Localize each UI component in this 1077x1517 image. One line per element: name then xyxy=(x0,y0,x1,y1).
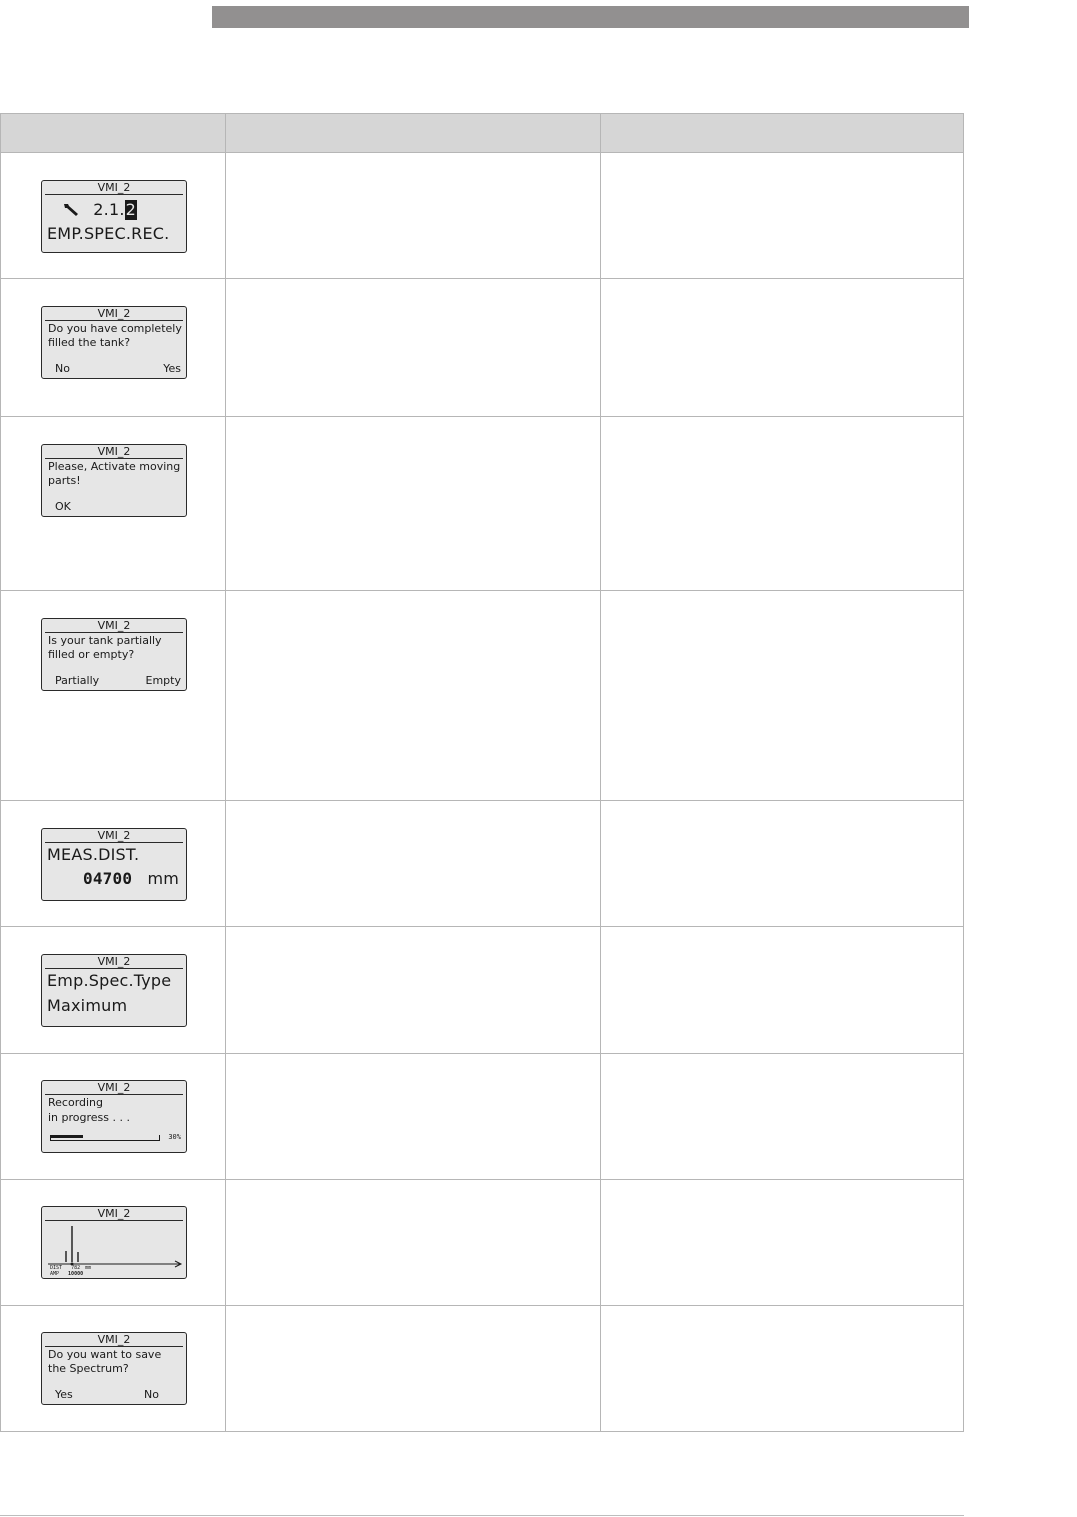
action-cell xyxy=(226,153,601,279)
lcd-title: VMI_2 xyxy=(45,1207,183,1221)
lcd-line-1: Do you have completely xyxy=(48,322,182,335)
footer-rule xyxy=(0,1515,964,1516)
distance-unit: mm xyxy=(147,869,180,888)
display-cell xyxy=(1,591,226,801)
lcd-screen xyxy=(41,444,187,517)
display-cell xyxy=(1,417,226,591)
lcd-line-1: Is your tank partially xyxy=(48,634,162,647)
lcd-option-yes[interactable]: Yes xyxy=(163,362,181,375)
header-cell-description xyxy=(601,114,964,153)
lcd-line-1: Please, Activate moving xyxy=(48,460,181,473)
lcd-screen xyxy=(41,1332,187,1405)
lcd-option-no[interactable]: No xyxy=(55,362,70,375)
table-row xyxy=(1,591,964,801)
header-bar xyxy=(212,6,969,28)
menu-number: 2.1. xyxy=(93,200,125,219)
procedure-table xyxy=(0,113,964,1432)
lcd-line-2: filled or empty? xyxy=(48,648,135,661)
description-cell xyxy=(601,1180,964,1306)
progress-percent: 30% xyxy=(168,1133,181,1141)
lcd-line-2: filled the tank? xyxy=(48,336,131,349)
display-cell xyxy=(1,1054,226,1180)
lcd-option-partially[interactable]: Partially xyxy=(55,674,100,687)
lcd-option-ok[interactable]: OK xyxy=(55,500,71,513)
lcd-option-no[interactable]: No xyxy=(144,1388,159,1401)
display-cell xyxy=(1,1180,226,1306)
table-row xyxy=(1,801,964,927)
amp-label: AMP xyxy=(50,1271,60,1277)
dist-unit: mm xyxy=(85,1265,92,1271)
menu-cursor: 2 xyxy=(125,200,137,219)
lcd-line-2: in progress . . . xyxy=(48,1111,130,1124)
lcd-line-1: Recording xyxy=(48,1096,104,1109)
table-row xyxy=(1,1180,964,1306)
display-cell xyxy=(1,1306,226,1432)
action-cell xyxy=(226,927,601,1054)
lcd-menu-line xyxy=(62,200,182,220)
header-cell-action xyxy=(226,114,601,153)
lcd-parameter-value[interactable]: Maximum xyxy=(47,996,128,1015)
progress-bar xyxy=(50,1135,160,1141)
dist-value: 782 xyxy=(71,1265,81,1271)
lcd-screen xyxy=(41,618,187,691)
lcd-menu-name: EMP.SPEC.REC. xyxy=(47,224,170,243)
display-cell xyxy=(1,927,226,1054)
lcd-title: VMI_2 xyxy=(45,181,183,195)
dist-label: DIST xyxy=(50,1265,63,1271)
lcd-title: VMI_2 xyxy=(45,1333,183,1347)
lcd-screen xyxy=(41,306,187,379)
action-cell xyxy=(226,279,601,417)
lcd-screen xyxy=(41,1080,187,1153)
lcd-title: VMI_2 xyxy=(45,307,183,321)
table-row xyxy=(1,279,964,417)
lcd-option-empty[interactable]: Empty xyxy=(145,674,181,687)
lcd-option-yes[interactable]: Yes xyxy=(55,1388,73,1401)
table-row xyxy=(1,153,964,279)
display-cell xyxy=(1,153,226,279)
readout-amp-row xyxy=(50,1271,91,1277)
header-cell-display xyxy=(1,114,226,153)
description-cell xyxy=(601,591,964,801)
description-cell xyxy=(601,153,964,279)
action-cell xyxy=(226,1180,601,1306)
action-cell xyxy=(226,1054,601,1180)
table-row xyxy=(1,927,964,1054)
action-cell xyxy=(226,801,601,927)
distance-value: 04700 xyxy=(83,869,133,888)
lcd-title: VMI_2 xyxy=(45,955,183,969)
lcd-line-2: the Spectrum? xyxy=(48,1362,129,1375)
description-cell xyxy=(601,1306,964,1432)
description-cell xyxy=(601,279,964,417)
lcd-screen xyxy=(41,180,187,253)
action-cell xyxy=(226,591,601,801)
lcd-screen xyxy=(41,954,187,1027)
lcd-screen xyxy=(41,1206,187,1279)
display-cell xyxy=(1,279,226,417)
description-cell xyxy=(601,801,964,927)
lcd-line-1: Do you want to save xyxy=(48,1348,162,1361)
lcd-title: VMI_2 xyxy=(45,445,183,459)
wrench-icon xyxy=(62,201,80,217)
table-row xyxy=(1,417,964,591)
description-cell xyxy=(601,417,964,591)
lcd-title: VMI_2 xyxy=(45,619,183,633)
lcd-parameter-name: MEAS.DIST. xyxy=(47,845,140,864)
amp-value: 10000 xyxy=(68,1271,84,1277)
lcd-value-line xyxy=(83,869,182,889)
lcd-title: VMI_2 xyxy=(45,1081,183,1095)
lcd-title: VMI_2 xyxy=(45,829,183,843)
progress-fill xyxy=(51,1135,83,1138)
spectrum-readout xyxy=(50,1265,91,1277)
table-row xyxy=(1,1306,964,1432)
description-cell xyxy=(601,927,964,1054)
lcd-parameter-name: Emp.Spec.Type xyxy=(47,971,172,990)
lcd-line-2: parts! xyxy=(48,474,81,487)
action-cell xyxy=(226,417,601,591)
description-cell xyxy=(601,1054,964,1180)
action-cell xyxy=(226,1306,601,1432)
display-cell xyxy=(1,801,226,927)
table-header-row xyxy=(1,114,964,153)
table-row xyxy=(1,1054,964,1180)
lcd-screen xyxy=(41,828,187,901)
